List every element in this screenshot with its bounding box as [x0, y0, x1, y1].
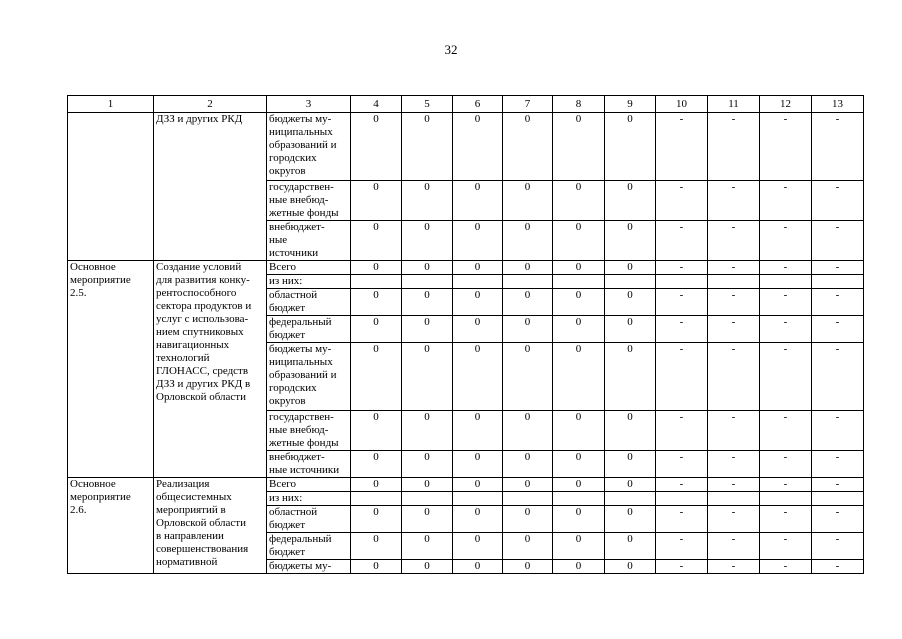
header-cell-1: 1 — [68, 96, 154, 113]
header-cell-6: 6 — [453, 96, 503, 113]
value-cell: - — [656, 289, 708, 316]
value-cell: - — [656, 533, 708, 560]
value-cell — [605, 492, 656, 506]
header-cell-5: 5 — [402, 96, 453, 113]
value-cell: 0 — [553, 533, 605, 560]
value-cell: - — [708, 316, 760, 343]
value-cell: 0 — [605, 289, 656, 316]
value-cell: - — [656, 316, 708, 343]
value-cell: 0 — [453, 533, 503, 560]
value-cell — [402, 275, 453, 289]
value-cell: - — [812, 533, 864, 560]
header-cell-3: 3 — [267, 96, 351, 113]
table-row — [68, 261, 864, 275]
value-cell: 0 — [605, 181, 656, 221]
value-cell: 0 — [553, 181, 605, 221]
value-cell: - — [812, 560, 864, 574]
value-cell: - — [760, 289, 812, 316]
value-cell: 0 — [351, 478, 402, 492]
value-cell: 0 — [351, 506, 402, 533]
funding-source-cell: внебюджет- ные источники — [267, 451, 351, 478]
value-cell: - — [708, 506, 760, 533]
measure-code-cell: Основное мероприятие 2.6. — [68, 478, 154, 574]
value-cell: - — [708, 113, 760, 181]
value-cell: 0 — [553, 560, 605, 574]
value-cell: 0 — [553, 289, 605, 316]
value-cell: - — [760, 113, 812, 181]
value-cell: 0 — [351, 316, 402, 343]
value-cell: 0 — [453, 181, 503, 221]
value-cell — [453, 275, 503, 289]
value-cell: 0 — [503, 411, 553, 451]
value-cell: 0 — [453, 411, 503, 451]
table-row — [68, 113, 864, 181]
value-cell: - — [708, 451, 760, 478]
value-cell — [760, 275, 812, 289]
value-cell: 0 — [605, 316, 656, 343]
value-cell: 0 — [351, 261, 402, 275]
value-cell: - — [656, 478, 708, 492]
value-cell: 0 — [351, 560, 402, 574]
value-cell: - — [760, 261, 812, 275]
measure-code-cell — [68, 113, 154, 261]
value-cell: - — [812, 506, 864, 533]
value-cell: - — [760, 181, 812, 221]
value-cell: - — [760, 533, 812, 560]
table-body — [68, 96, 864, 574]
value-cell: 0 — [453, 261, 503, 275]
value-cell: 0 — [553, 113, 605, 181]
value-cell: - — [812, 411, 864, 451]
value-cell: - — [760, 560, 812, 574]
value-cell: - — [760, 411, 812, 451]
value-cell: 0 — [453, 343, 503, 411]
header-cell-4: 4 — [351, 96, 402, 113]
value-cell: 0 — [402, 343, 453, 411]
funding-source-cell: федеральный бюджет — [267, 316, 351, 343]
funding-source-cell: внебюджет- ные источники — [267, 221, 351, 261]
value-cell: 0 — [605, 506, 656, 533]
value-cell: - — [760, 221, 812, 261]
value-cell: 0 — [503, 289, 553, 316]
measure-code-cell: Основное мероприятие 2.5. — [68, 261, 154, 478]
value-cell: 0 — [605, 261, 656, 275]
value-cell: 0 — [553, 411, 605, 451]
value-cell: 0 — [503, 343, 553, 411]
value-cell: - — [708, 181, 760, 221]
value-cell: - — [656, 221, 708, 261]
funding-source-cell: областной бюджет — [267, 289, 351, 316]
value-cell: 0 — [351, 113, 402, 181]
value-cell — [553, 492, 605, 506]
value-cell — [503, 275, 553, 289]
value-cell — [503, 492, 553, 506]
value-cell: - — [812, 113, 864, 181]
value-cell: - — [760, 506, 812, 533]
measure-description-cell: Создание условий для развития конку- рентоспособного сектора продуктов и услуг с использова- нием спутниковых навигационных технологий ГЛОНАСС, средств ДЗЗ и других РКД в Орловской области — [154, 261, 267, 478]
value-cell: 0 — [453, 113, 503, 181]
value-cell: - — [656, 411, 708, 451]
value-cell: 0 — [453, 316, 503, 343]
value-cell: 0 — [503, 533, 553, 560]
value-cell: - — [656, 451, 708, 478]
value-cell: 0 — [402, 261, 453, 275]
value-cell: 0 — [503, 221, 553, 261]
value-cell: 0 — [503, 113, 553, 181]
value-cell: 0 — [351, 181, 402, 221]
funding-source-cell: Всего — [267, 478, 351, 492]
value-cell: 0 — [503, 506, 553, 533]
value-cell: 0 — [503, 181, 553, 221]
value-cell: 0 — [553, 478, 605, 492]
header-cell-11: 11 — [708, 96, 760, 113]
value-cell: - — [708, 261, 760, 275]
value-cell: - — [656, 181, 708, 221]
value-cell: - — [708, 478, 760, 492]
funding-source-cell: Всего — [267, 261, 351, 275]
value-cell — [351, 275, 402, 289]
value-cell: 0 — [351, 221, 402, 261]
value-cell: - — [708, 533, 760, 560]
value-cell: 0 — [351, 533, 402, 560]
value-cell: 0 — [605, 451, 656, 478]
value-cell — [656, 492, 708, 506]
value-cell — [812, 492, 864, 506]
value-cell: 0 — [553, 221, 605, 261]
value-cell: 0 — [402, 411, 453, 451]
value-cell: 0 — [605, 343, 656, 411]
value-cell — [351, 492, 402, 506]
value-cell: 0 — [402, 478, 453, 492]
value-cell: - — [656, 261, 708, 275]
measure-description-cell: Реализация общесистемных мероприятий в Орловской области в направлении совершенствования нормативной — [154, 478, 267, 574]
value-cell: 0 — [605, 478, 656, 492]
header-row — [68, 96, 864, 113]
funding-source-cell: федеральный бюджет — [267, 533, 351, 560]
value-cell: 0 — [402, 113, 453, 181]
budget-table — [67, 95, 864, 574]
value-cell: 0 — [453, 221, 503, 261]
funding-source-cell: государствен- ные внебюд- жетные фонды — [267, 411, 351, 451]
header-cell-13: 13 — [812, 96, 864, 113]
value-cell: - — [812, 478, 864, 492]
header-cell-7: 7 — [503, 96, 553, 113]
value-cell: - — [812, 451, 864, 478]
funding-source-cell: государствен- ные внебюд- жетные фонды — [267, 181, 351, 221]
value-cell: 0 — [453, 478, 503, 492]
header-cell-10: 10 — [656, 96, 708, 113]
value-cell: 0 — [402, 533, 453, 560]
value-cell: 0 — [605, 533, 656, 560]
value-cell: - — [760, 478, 812, 492]
value-cell: 0 — [553, 506, 605, 533]
value-cell: 0 — [503, 478, 553, 492]
value-cell: 0 — [453, 560, 503, 574]
value-cell: 0 — [503, 560, 553, 574]
funding-source-cell: бюджеты му- ниципальных образований и городских округов — [267, 343, 351, 411]
value-cell: 0 — [605, 113, 656, 181]
value-cell — [760, 492, 812, 506]
value-cell: 0 — [402, 289, 453, 316]
value-cell: 0 — [503, 451, 553, 478]
value-cell: - — [812, 261, 864, 275]
value-cell: 0 — [553, 343, 605, 411]
value-cell: 0 — [351, 289, 402, 316]
value-cell: - — [812, 181, 864, 221]
value-cell: 0 — [553, 451, 605, 478]
value-cell: 0 — [351, 411, 402, 451]
value-cell: - — [760, 451, 812, 478]
value-cell: - — [760, 343, 812, 411]
value-cell: 0 — [402, 451, 453, 478]
value-cell: 0 — [453, 506, 503, 533]
value-cell: 0 — [402, 506, 453, 533]
value-cell: 0 — [503, 261, 553, 275]
value-cell — [402, 492, 453, 506]
value-cell: - — [760, 316, 812, 343]
value-cell — [708, 275, 760, 289]
value-cell: - — [656, 560, 708, 574]
value-cell — [605, 275, 656, 289]
value-cell: 0 — [553, 261, 605, 275]
value-cell: 0 — [351, 343, 402, 411]
value-cell: - — [708, 343, 760, 411]
value-cell: 0 — [453, 451, 503, 478]
value-cell: 0 — [402, 560, 453, 574]
value-cell — [453, 492, 503, 506]
value-cell: 0 — [402, 181, 453, 221]
header-cell-8: 8 — [553, 96, 605, 113]
table-row — [68, 478, 864, 492]
value-cell: - — [656, 343, 708, 411]
value-cell: 0 — [553, 316, 605, 343]
value-cell: 0 — [402, 316, 453, 343]
value-cell: 0 — [503, 316, 553, 343]
value-cell: - — [812, 343, 864, 411]
funding-source-cell: из них: — [267, 492, 351, 506]
value-cell: 0 — [351, 451, 402, 478]
value-cell — [656, 275, 708, 289]
value-cell: - — [708, 411, 760, 451]
value-cell — [812, 275, 864, 289]
value-cell — [708, 492, 760, 506]
funding-source-cell: бюджеты му- — [267, 560, 351, 574]
value-cell: - — [708, 560, 760, 574]
header-cell-9: 9 — [605, 96, 656, 113]
value-cell: - — [656, 506, 708, 533]
funding-source-cell: областной бюджет — [267, 506, 351, 533]
value-cell: 0 — [453, 289, 503, 316]
page-number: 32 — [444, 42, 458, 57]
header-cell-2: 2 — [154, 96, 267, 113]
header-cell-12: 12 — [760, 96, 812, 113]
measure-description-cell: ДЗЗ и других РКД — [154, 113, 267, 261]
value-cell: - — [812, 289, 864, 316]
value-cell: 0 — [605, 560, 656, 574]
funding-source-cell: из них: — [267, 275, 351, 289]
value-cell: 0 — [605, 221, 656, 261]
funding-source-cell: бюджеты му- ниципальных образований и городских округов — [267, 113, 351, 181]
value-cell: - — [708, 221, 760, 261]
value-cell: 0 — [402, 221, 453, 261]
value-cell: - — [708, 289, 760, 316]
value-cell — [553, 275, 605, 289]
value-cell: - — [656, 113, 708, 181]
value-cell: - — [812, 221, 864, 261]
value-cell: - — [812, 316, 864, 343]
value-cell: 0 — [605, 411, 656, 451]
